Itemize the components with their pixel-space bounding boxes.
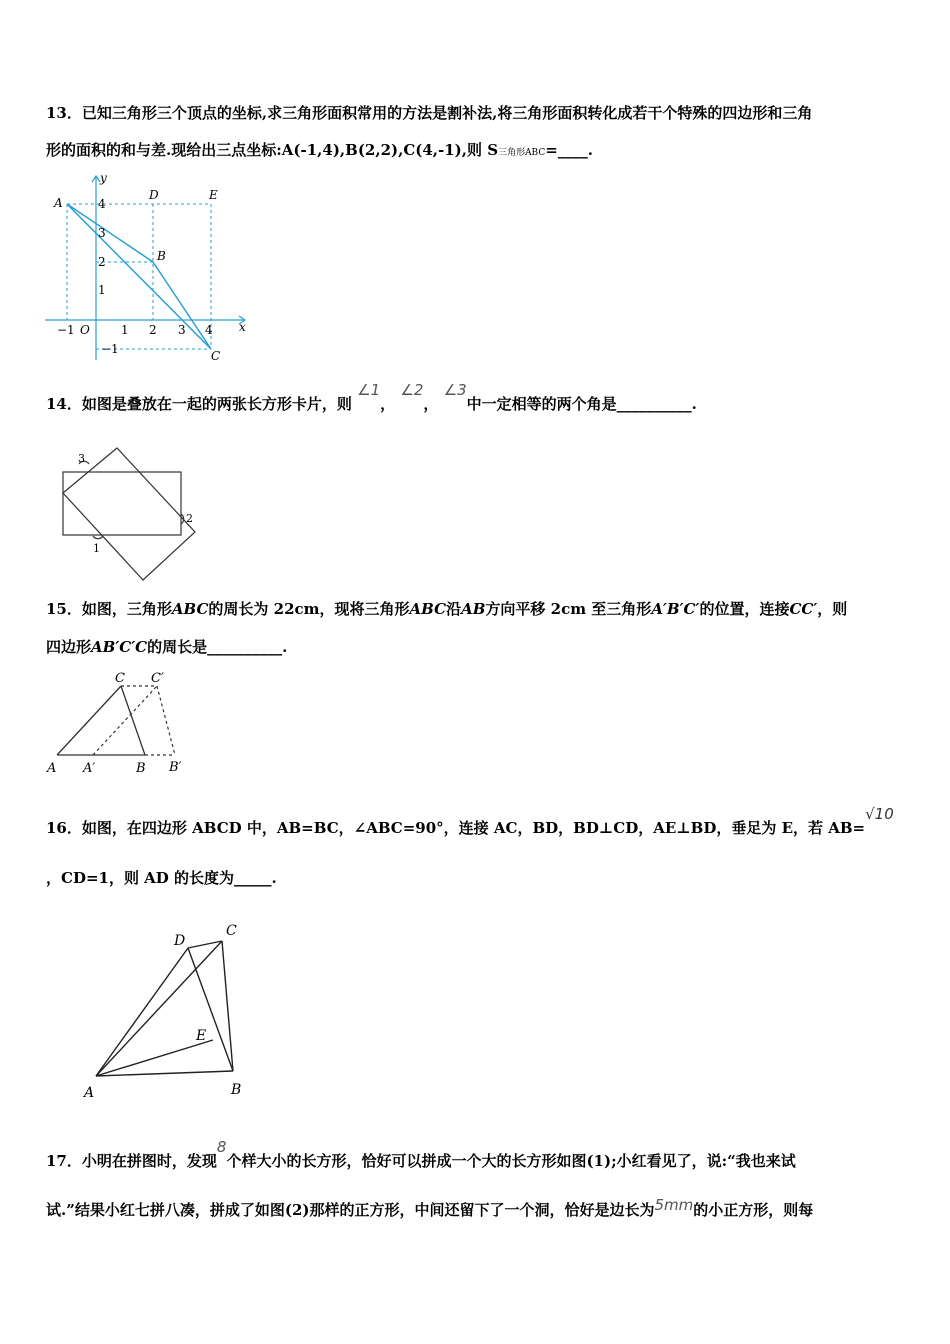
q17-line2 xyxy=(46,1196,814,1220)
q15-text: 的周长是__________. xyxy=(147,638,288,656)
q15-segment-cc: CC′ xyxy=(789,600,818,618)
q16-text: 16．如图，在四边形 ABCD 中，AB=BC，∠ABC=90°，连接 AC，BD，BD⊥CD，AE⊥BD，垂足为 E，若 AB= xyxy=(46,819,866,837)
q16-line2: ，CD=1，则 AD 的长度为_____. xyxy=(46,869,277,887)
point-b-label: B xyxy=(136,761,146,776)
point-b-prime-label: B′ xyxy=(169,760,182,775)
q16-line1 xyxy=(46,805,894,838)
number-8: 8 xyxy=(216,1138,227,1156)
q15-quadrilateral: AB′C′C xyxy=(91,638,148,656)
q15-text: 的位置，连接 xyxy=(699,600,790,618)
point-e-label: E xyxy=(209,188,218,202)
point-e-label: E xyxy=(196,1028,207,1044)
y-tick-4: 4 xyxy=(98,197,106,211)
q15-text: 15．如图，三角形 xyxy=(46,600,172,618)
sqrt-10: √10 xyxy=(865,805,894,823)
angle-3-symbol: ∠3 xyxy=(443,381,467,399)
q17-text: 17．小明在拼图时，发现 xyxy=(46,1152,217,1170)
point-a-label: A xyxy=(84,1085,95,1101)
q14-sep2: ， xyxy=(423,395,439,413)
point-c-label: C xyxy=(211,349,221,363)
q13-blank: =____. xyxy=(545,141,594,159)
angle-2-symbol: ∠2 xyxy=(400,381,424,399)
angle-1-label: 1 xyxy=(93,542,100,555)
q13-subscript: 三角形ABC xyxy=(498,148,546,158)
point-b-label: B xyxy=(157,249,166,263)
q15-text: ，则 xyxy=(817,600,848,618)
q17-text: 的小正方形，则每 xyxy=(693,1201,814,1219)
q15-text: 四边形 xyxy=(46,638,92,656)
q14-sep1: ， xyxy=(380,395,396,413)
y-tick-2: 2 xyxy=(98,255,106,269)
point-c-label: C xyxy=(115,671,125,686)
q13-coordinate-figure xyxy=(45,168,255,363)
q15-segment-ab: AB xyxy=(461,600,486,618)
q17-line1 xyxy=(46,1138,796,1171)
angle-3-label: 3 xyxy=(78,452,85,465)
q14-text-end: 中一定相等的两个角是__________. xyxy=(466,395,697,413)
y-tick-neg1: −1 xyxy=(101,342,119,356)
point-a-label: A xyxy=(47,761,57,776)
x-axis-label: x xyxy=(239,320,246,334)
angle-1-symbol: ∠1 xyxy=(357,381,381,399)
q15-line2 xyxy=(46,637,287,657)
point-c-label: C xyxy=(226,923,237,939)
q17-text: 个样大小的长方形，恰好可以拼成一个大的长方形如图(1);小红看见了，说:“我也来试 xyxy=(226,1152,796,1170)
point-a-label: A xyxy=(54,196,63,210)
x-tick-2: 2 xyxy=(149,323,157,337)
q16-quadrilateral-figure xyxy=(78,918,253,1103)
q14-line xyxy=(46,381,697,414)
point-d-label: D xyxy=(174,933,186,949)
q15-triangle-abc: ABC xyxy=(171,600,209,618)
q13-line2 xyxy=(46,140,593,163)
q15-line1 xyxy=(46,599,847,619)
y-axis-label: y xyxy=(100,171,107,185)
point-c-prime-label: C′ xyxy=(151,671,164,686)
q15-translation-figure xyxy=(45,668,205,780)
q15-triangle-abc-prime: A′B′C′ xyxy=(651,600,700,618)
q13-text: 形的面积的和与差.现给出三点坐标:A(-1,4),B(2,2),C(4,-1),则 S xyxy=(46,141,499,159)
point-a-prime-label: A′ xyxy=(83,761,96,776)
x-tick-3: 3 xyxy=(178,323,186,337)
x-tick-1: 1 xyxy=(121,323,129,337)
q17-text: 试.”结果小红七拼八凑，拼成了如图(2)那样的正方形，中间还留下了一个洞，恰好是边长为 xyxy=(46,1201,655,1219)
length-5mm: 5mm xyxy=(654,1196,694,1214)
q14-text: 14．如图是叠放在一起的两张长方形卡片，则 xyxy=(46,395,352,413)
x-tick-neg1: −1 xyxy=(57,323,75,337)
x-tick-4: 4 xyxy=(205,323,213,337)
q15-text: 沿 xyxy=(446,600,462,618)
q15-text: 方向平移 2cm 至三角形 xyxy=(485,600,652,618)
point-d-label: D xyxy=(149,188,159,202)
q14-rectangles-figure xyxy=(55,440,205,588)
q15-triangle-abc: ABC xyxy=(409,600,447,618)
q13-line1: 13．已知三角形三个顶点的坐标,求三角形面积常用的方法是割补法,将三角形面积转化成若干个特殊的四边形和三角 xyxy=(46,104,813,122)
angle-2-label: 2 xyxy=(186,512,193,525)
q15-text: 的周长为 22cm，现将三角形 xyxy=(208,600,410,618)
y-tick-1: 1 xyxy=(98,283,106,297)
point-b-label: B xyxy=(231,1082,242,1098)
origin-label: O xyxy=(80,323,90,337)
y-tick-3: 3 xyxy=(98,226,106,240)
